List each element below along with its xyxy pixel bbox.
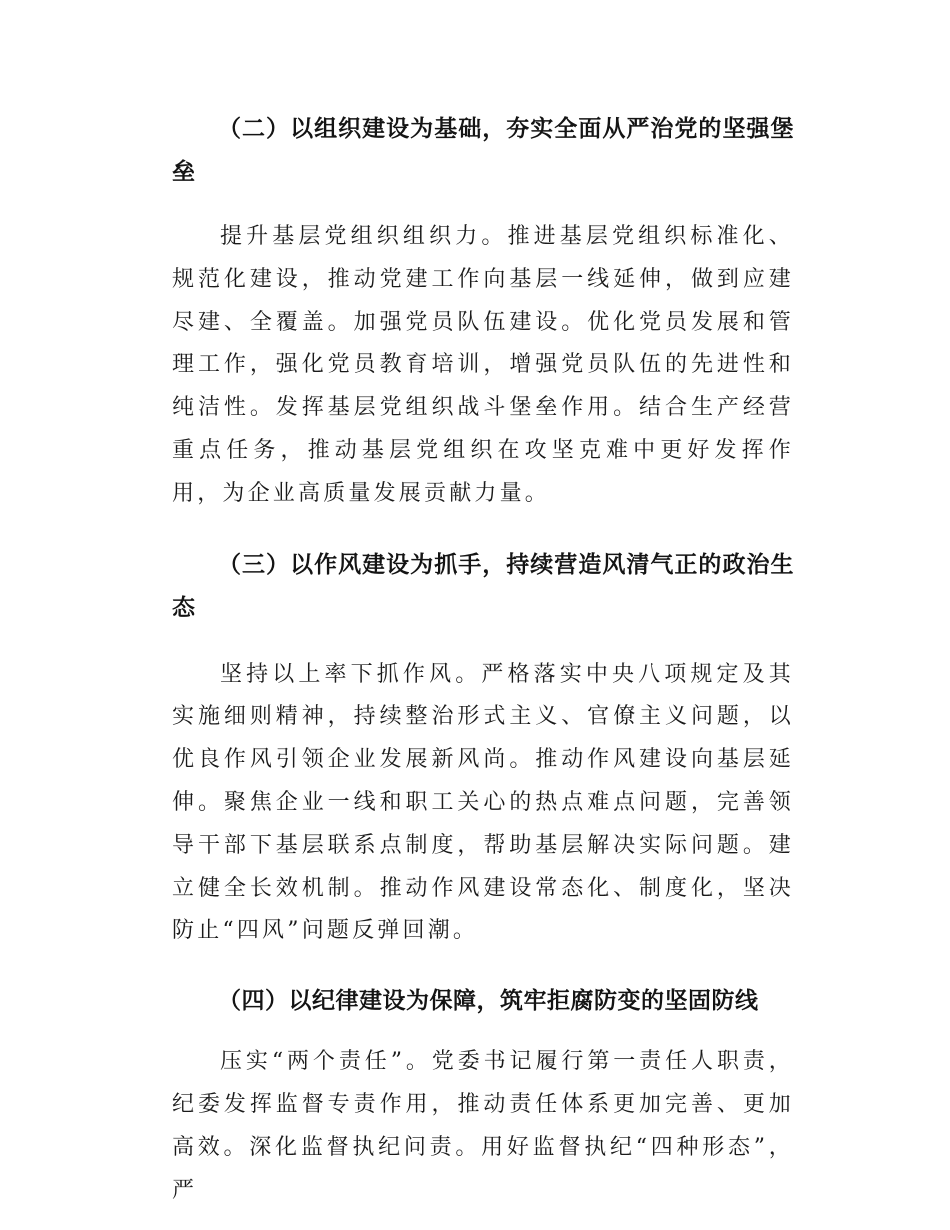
section-4-heading: （四）以纪律建设为保障，筑牢拒腐防变的坚固防线 [218, 988, 759, 1015]
section-2-heading: （二）以组织建设为基础，夯实全面从严治党的坚强堡垒 [172, 116, 794, 185]
section-3-heading: （三）以作风建设为抓手，持续营造风清气正的政治生态 [172, 551, 794, 621]
section-4-paragraph: 压实“两个责任”。党委书记履行第一责任人职责，纪委发挥监督专责作用，推动责任体系更加完善、更加高效。深化监督执纪问责。用好监督执纪“四种形态”，严 [172, 1049, 794, 1203]
section-2-paragraph: 提升基层党组织组织力。推进基层党组织标准化、规范化建设，推动党建工作向基层一线延伸，做到应建尽建、全覆盖。加强党员队伍建设。优化党员发展和管理工作，强化党员教育培训，增强党员队伍的先进性和纯洁性。发挥基层党组织战斗堡垒作用。结合生产经营重点任务，推动基层党组织在攻坚克难中更好发挥作用，为企业高质量发展贡献力量。 [172, 224, 794, 506]
document-body [172, 108, 794, 1212]
section-3-paragraph: 坚持以上率下抓作风。严格落实中央八项规定及其实施细则精神，持续整治形式主义、官僚主义问题，以优良作风引领企业发展新风尚。推动作风建设向基层延伸。聚焦企业一线和职工关心的热点难点问题，完善领导干部下基层联系点制度，帮助基层解决实际问题。建立健全长效机制。推动作风建设常态化、制度化，坚决防止“四风”问题反弹回潮。 [172, 661, 794, 944]
